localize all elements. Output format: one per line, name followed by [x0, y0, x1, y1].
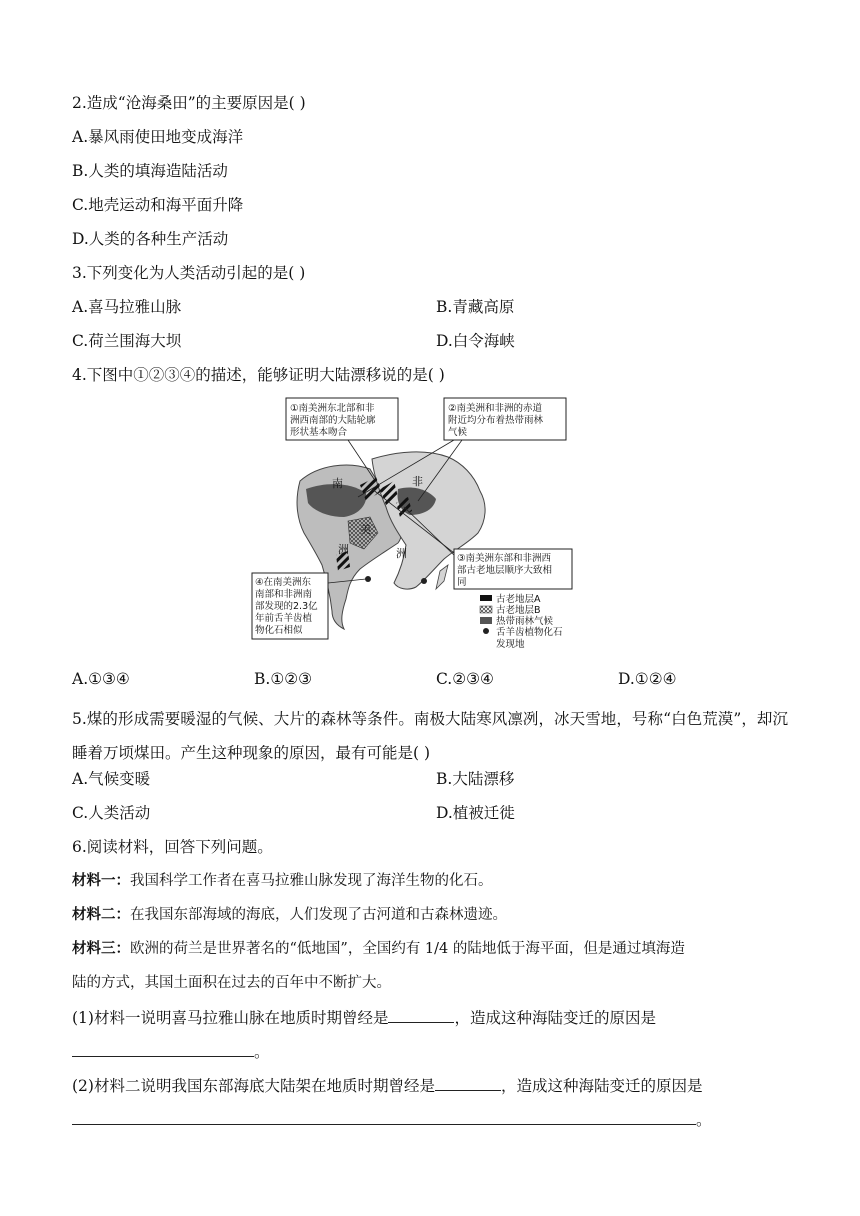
sub-2-blank-2[interactable] — [72, 1108, 696, 1125]
callout-2-line-1: ②南美洲和非洲的赤道 — [448, 403, 543, 414]
legend-strata-b: 古老地层B — [496, 605, 541, 616]
callout-1-line-1: ①南美洲东北部和非 — [290, 403, 375, 414]
material-1-label: 材料一： — [72, 872, 130, 889]
q6-material-1 — [72, 870, 493, 892]
q6-sub-1 — [72, 1006, 656, 1029]
label-nan: 南 — [332, 477, 343, 490]
sub-2-text-a: (2)材料二说明我国东部海底大陆架在地质时期曾经是 — [72, 1077, 435, 1095]
q4-option-d[interactable]: D.①②④ — [618, 670, 677, 688]
q6-stem: 6.阅读材料，回答下列问题。 — [72, 838, 273, 856]
q4-option-a[interactable]: A.①③④ — [72, 670, 130, 688]
sub-1-blank-1[interactable] — [388, 1006, 454, 1023]
continental-drift-figure — [248, 393, 598, 655]
q4-option-c[interactable]: C.②③④ — [436, 670, 494, 688]
q4-option-b[interactable]: B.①②③ — [254, 670, 313, 688]
sub-1-text-b: ，造成这种海陆变迁的原因是 — [454, 1009, 656, 1027]
callout-4 — [252, 573, 328, 639]
legend-fossil: 舌羊齿植物化石 — [496, 627, 563, 638]
callout-2 — [444, 398, 566, 440]
sub-2-blank-1[interactable] — [435, 1074, 501, 1091]
material-3-label: 材料三： — [72, 940, 130, 957]
label-zhou-sa: 洲 — [338, 543, 349, 556]
q5-option-b[interactable]: B.大陆漂移 — [436, 770, 515, 788]
q2-option-d[interactable]: D.人类的各种生产活动 — [72, 230, 229, 248]
madagascar-shape — [436, 565, 448, 589]
q3-option-d[interactable]: D.白令海峡 — [436, 332, 515, 350]
q4-stem: 4.下图中①②③④的描述，能够证明大陆漂移说的是( ) — [72, 366, 445, 384]
material-2-label: 材料二： — [72, 906, 130, 923]
q2-option-b[interactable]: B.人类的填海造陆活动 — [72, 162, 228, 180]
callout-3-line-2: 部古老地层顺序大致相 — [457, 565, 553, 576]
q2-option-c[interactable]: C.地壳运动和海平面升降 — [72, 196, 244, 214]
callout-4-line-1: ④在南美洲东 — [255, 577, 312, 588]
legend-rainforest: 热带雨林气候 — [496, 616, 554, 627]
map-legend — [480, 593, 563, 650]
q5-option-d[interactable]: D.植被迁徙 — [436, 804, 515, 822]
q5-option-c[interactable]: C.人类活动 — [72, 804, 151, 822]
callout-3-line-1: ③南美洲东部和非洲西 — [457, 553, 552, 564]
callout-4-line-3: 部发现的2.3亿 — [255, 601, 318, 612]
legend-fossil-site: 发现地 — [496, 639, 525, 650]
material-3-text-a: 欧洲的荷兰是世界著名的“低地国”，全国约有 1/4 的陆地低于海平面，但是通过填海造 — [130, 941, 685, 957]
callout-2-line-2: 附近均分布着热带雨林 — [448, 415, 544, 426]
sub-1-blank-2[interactable] — [72, 1040, 254, 1057]
q6-sub-2 — [72, 1074, 702, 1097]
q6-material-2 — [72, 904, 507, 926]
sub-1-period: 。 — [254, 1043, 270, 1061]
label-fei: 非 — [412, 475, 423, 488]
q3-stem: 3.下列变化为人类活动引起的是( ) — [72, 264, 306, 282]
callout-4-line-4: 年前舌羊齿植 — [255, 613, 313, 624]
fossil-site-af — [421, 578, 427, 584]
q5-option-a[interactable]: A.气候变暖 — [72, 770, 151, 788]
q3-option-b[interactable]: B.青藏高原 — [436, 298, 515, 316]
material-1-text: 我国科学工作者在喜马拉雅山脉发现了海洋生物的化石。 — [130, 873, 493, 889]
label-mei: 美 — [360, 523, 371, 536]
material-3-text-b: 陆的方式，其国土面积在过去的百年中不断扩大。 — [72, 975, 391, 991]
callout-3 — [454, 549, 572, 589]
sub-2-period: 。 — [696, 1111, 712, 1129]
label-zhou-af: 洲 — [396, 547, 407, 560]
callout-1 — [286, 398, 398, 440]
q2-stem: 2.造成“沧海桑田”的主要原因是( ) — [72, 94, 306, 112]
sub-1-text-a: (1)材料一说明喜马拉雅山脉在地质时期曾经是 — [72, 1009, 389, 1027]
sub-2-text-b: ，造成这种海陆变迁的原因是 — [500, 1077, 703, 1095]
q6-material-3 — [72, 938, 685, 960]
callout-1-line-3: 形状基本吻合 — [290, 427, 348, 438]
callout-4-line-5: 物化石相似 — [255, 625, 303, 636]
callout-4-line-2: 南部和非洲南 — [255, 589, 313, 600]
q6-sub-2-line-2 — [72, 1108, 712, 1131]
callout-1-line-2: 洲西南部的大陆轮廓 — [290, 415, 376, 426]
legend-strata-a: 古老地层A — [496, 594, 541, 605]
q2-option-a[interactable]: A.暴风雨使田地变成海洋 — [72, 128, 244, 146]
callout-2-line-3: 气候 — [448, 427, 468, 438]
q6-sub-1-line-2 — [72, 1040, 270, 1063]
material-2-text: 在我国东部海域的海底，人们发现了古河道和古森林遗迹。 — [130, 907, 507, 923]
q5-stem: 5.煤的形成需要暖湿的气候、大片的森林等条件。南极大陆寒风凛冽，冰天雪地，号称“白色荒漠”，却沉睡着万顷煤田。产生这种现象的原因，最有可能是( ) — [72, 710, 788, 762]
callout-3-line-3: 同 — [457, 577, 467, 588]
q3-option-a[interactable]: A.喜马拉雅山脉 — [72, 298, 182, 316]
q3-option-c[interactable]: C.荷兰围海大坝 — [72, 332, 182, 350]
